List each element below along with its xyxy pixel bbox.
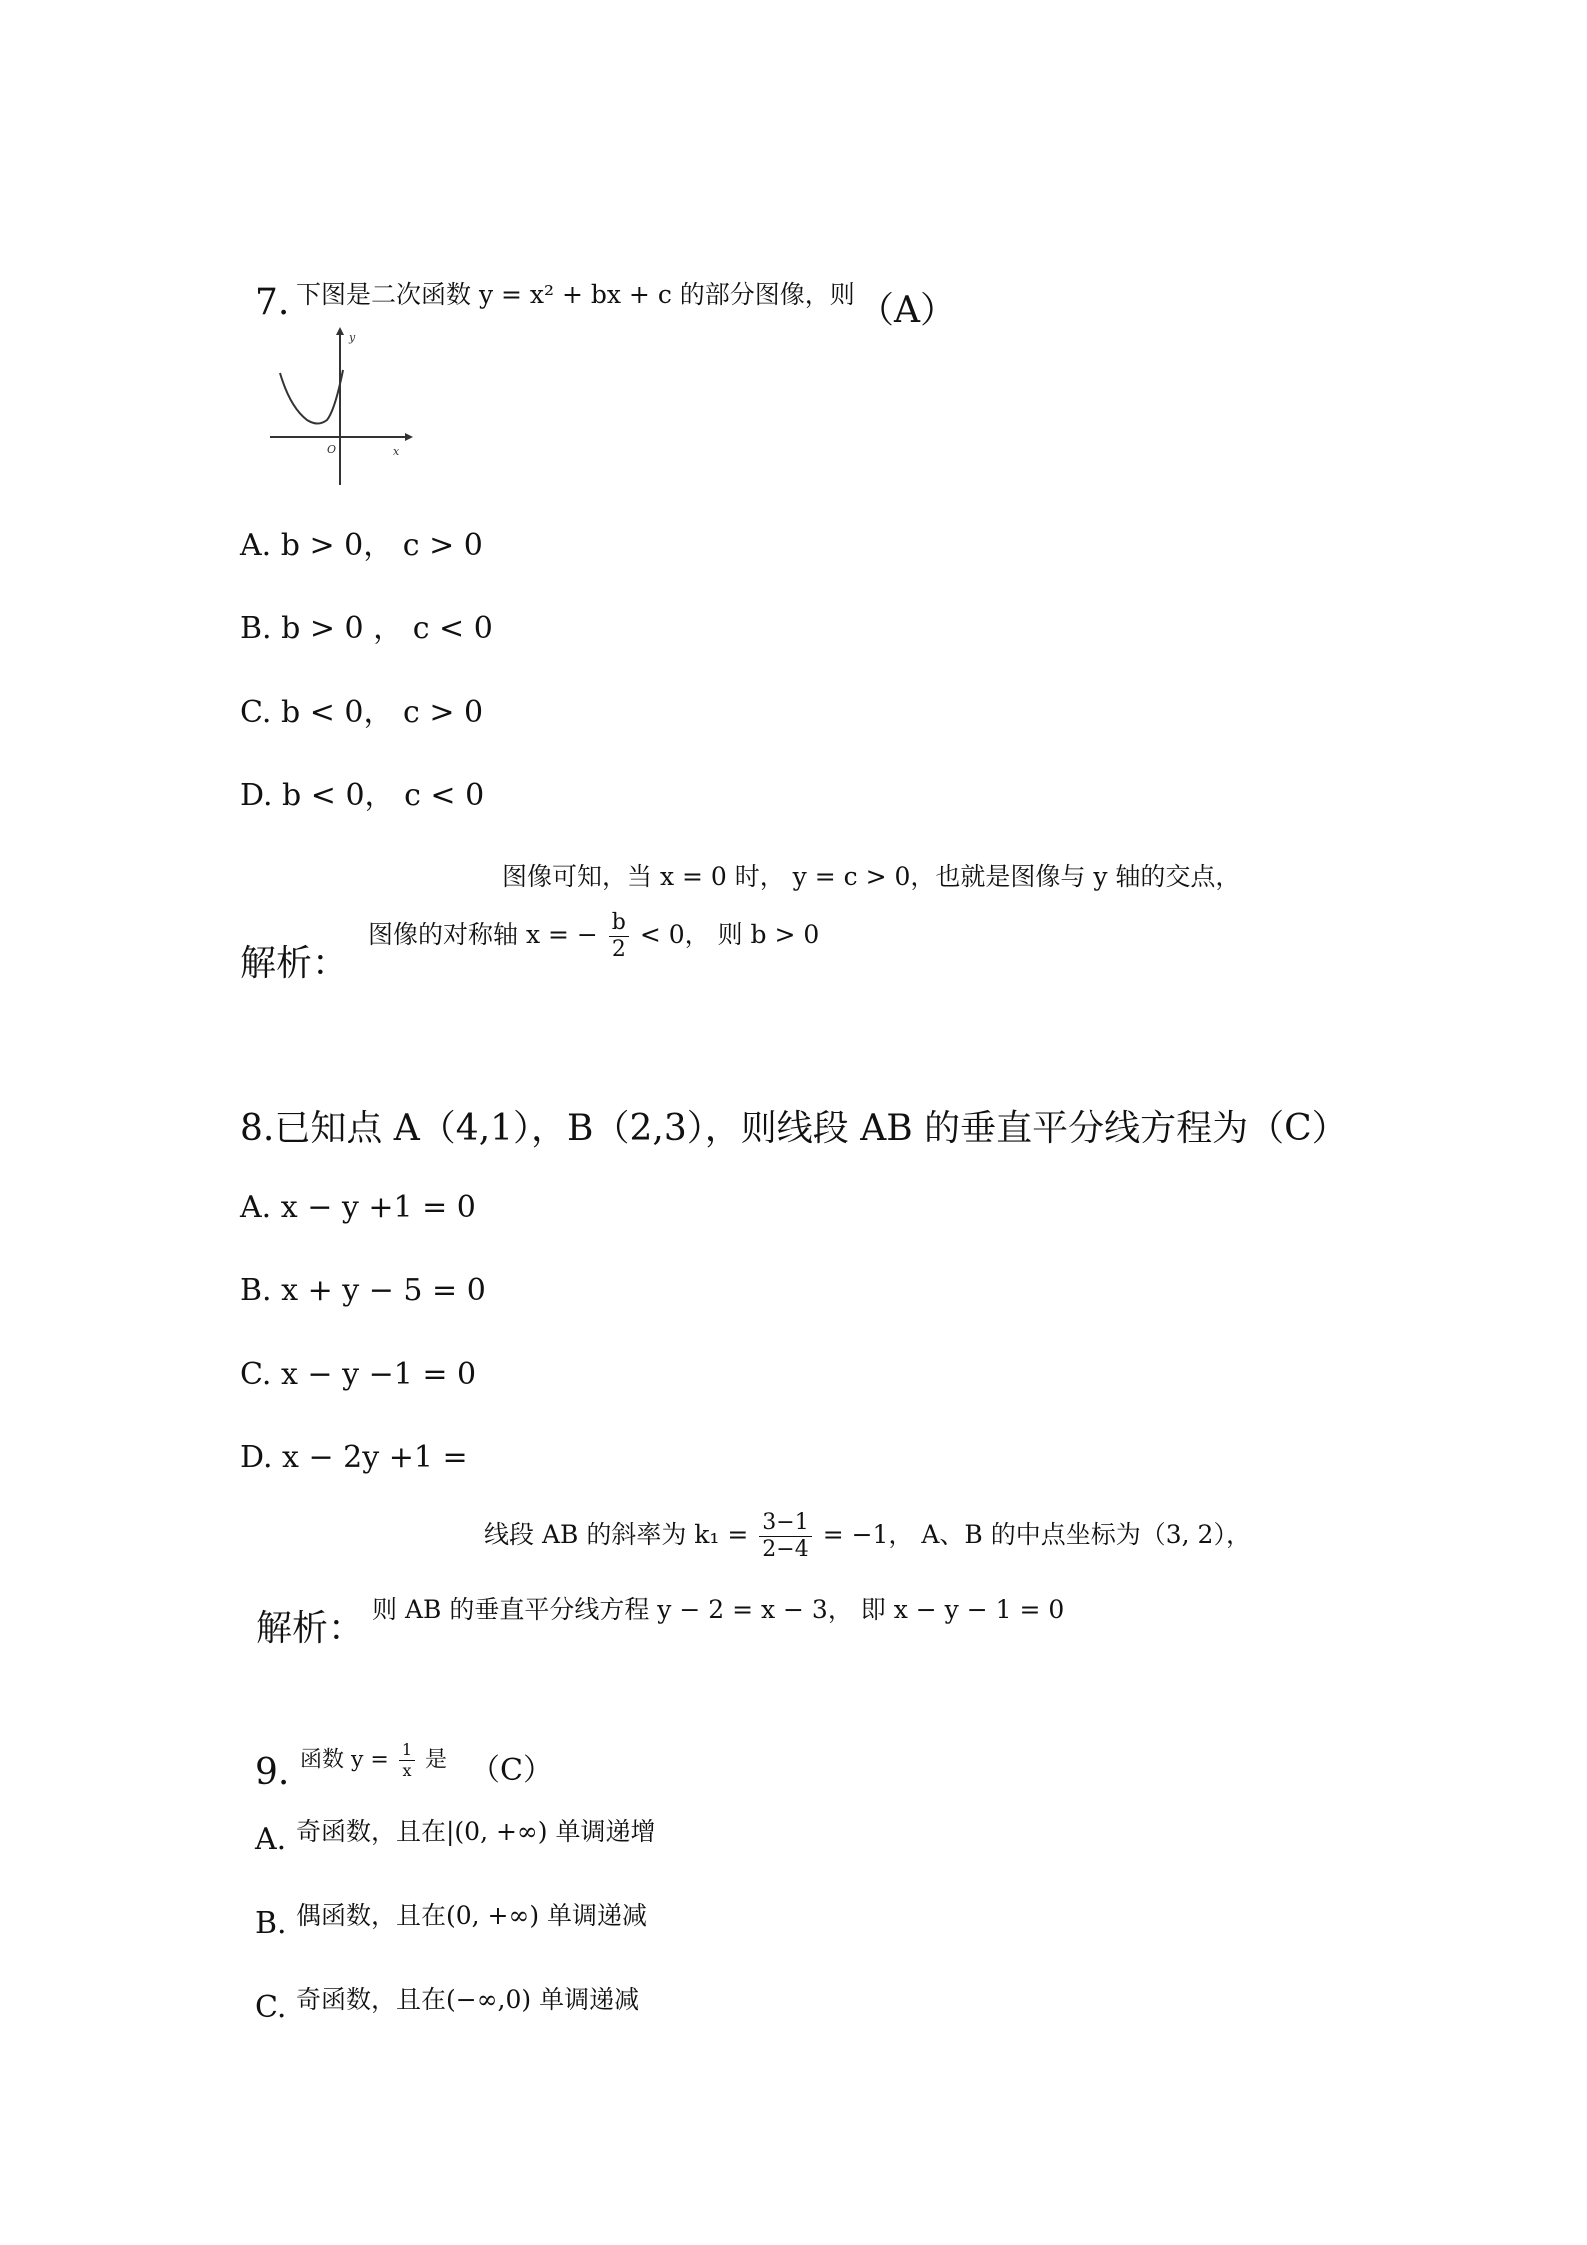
q7-option-b: B. b > 0 ， c < 0 [240,611,493,646]
parabola-graph [265,325,415,490]
q8-analysis-label: 解析： [256,1608,365,1649]
q9-stem-pre: 函数 y = [300,1747,389,1773]
q7-fraction-numerator: b [609,912,629,937]
q8-fraction-numerator: 3−1 [759,1512,811,1537]
q9-stem [300,1742,447,1779]
q9-option-b-text: 偶函数，且在(0, +∞) 单调递减 [296,1901,648,1930]
q8-option-d: D. x − 2y +1 = [240,1440,468,1475]
q7-analysis-label: 解析： [240,943,349,984]
q8-analysis-line-1-post: = −1， A、B 的中点坐标为（3, 2）， [822,1520,1251,1549]
q7-analysis-line-1: 图像可知，当 x = 0 时， y = c > 0，也就是图像与 y 轴的交点， [502,862,1241,891]
q7-analysis-line-2-post: < 0， 则 b > 0 [639,920,820,949]
graph-x-arrow-icon [405,433,413,441]
q8-analysis-fraction [759,1512,811,1561]
q8-analysis-line-2: 则 AB 的垂直平分线方程 y − 2 = x − 3， 即 x − y − 1 = 0 [372,1595,1065,1624]
q9-number: 9. [255,1752,290,1793]
q9-option-c-letter: C. [255,1990,287,2025]
q8-fraction-denominator: 2−4 [762,1537,809,1562]
graph-y-arrow-icon [336,327,344,335]
q7-analysis-line-2-pre: 图像的对称轴 x = − [368,920,598,949]
q9-option-c-text: 奇函数，且在(−∞,0) 单调递减 [296,1985,640,2014]
q7-option-d: D. b < 0， c < 0 [240,778,485,813]
q9-option-a-letter: A. [255,1822,287,1857]
graph-x-label: x [393,445,400,458]
q7-analysis-fraction [609,912,629,961]
q8-option-b: B. x + y − 5 = 0 [240,1273,486,1308]
q9-stem-fraction [399,1742,415,1779]
q7-stem: 下图是二次函数 y = x² + bx + c 的部分图像，则 [296,280,855,309]
graph-origin-label: O [327,443,337,456]
q9-option-b-letter: B. [255,1906,287,1941]
q8-stem: 8.已知点 A（4,1），B（2,3），则线段 AB 的垂直平分线方程为（C） [240,1108,1348,1149]
q9-answer: （C） [470,1753,553,1788]
graph-y-label: y [349,331,356,344]
q9-stem-post: 是 [425,1747,448,1773]
parabola-curve [280,370,343,424]
q8-option-a: A. x − y +1 = 0 [240,1190,476,1225]
q7-fraction-denominator: 2 [611,937,626,962]
q8-option-c: C. x − y −1 = 0 [240,1357,477,1392]
q9-fraction-numerator: 1 [399,1742,415,1761]
q9-fraction-denominator: x [402,1761,412,1780]
q8-analysis-line-1-pre: 线段 AB 的斜率为 k₁ = [484,1520,749,1549]
q7-answer: （A） [858,290,956,331]
q7-option-a: A. b > 0， c > 0 [240,528,483,563]
q7-analysis-line-2 [368,912,819,961]
q7-option-c: C. b < 0， c > 0 [240,695,484,730]
q9-option-a-text: 奇函数，且在|(0, +∞) 单调递增 [296,1817,656,1846]
q7-number: 7. [255,282,290,323]
q8-analysis-line-1 [484,1512,1251,1561]
